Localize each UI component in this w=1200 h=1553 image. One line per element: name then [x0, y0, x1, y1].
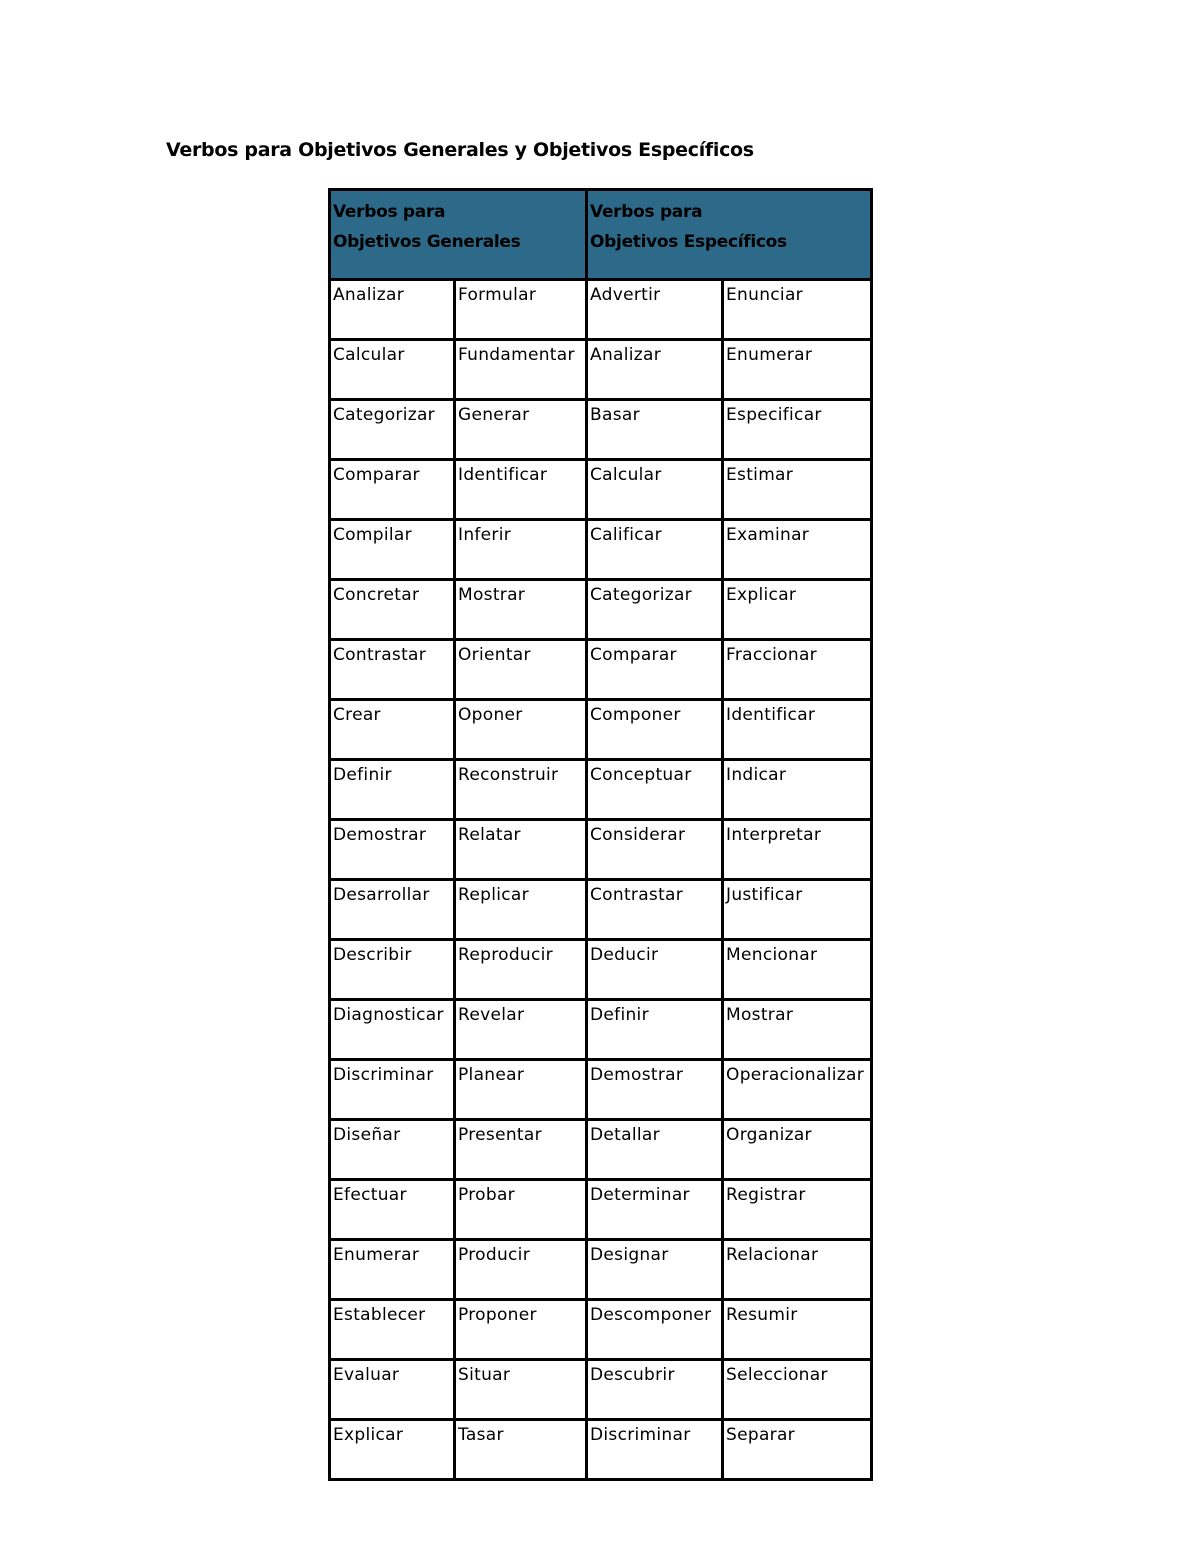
- table-cell: Advertir: [587, 280, 723, 340]
- table-cell: Diseñar: [330, 1120, 455, 1180]
- table-cell: Organizar: [723, 1120, 872, 1180]
- table-row: [330, 280, 872, 340]
- table-cell: Descomponer: [587, 1300, 723, 1360]
- table-cell: Enunciar: [723, 280, 872, 340]
- table-cell: Enumerar: [723, 340, 872, 400]
- table-cell: Revelar: [455, 1000, 587, 1060]
- table-row: [330, 1060, 872, 1120]
- table-cell: Descubrir: [587, 1360, 723, 1420]
- table-cell: Discriminar: [587, 1420, 723, 1480]
- table-row: [330, 700, 872, 760]
- table-cell: Enumerar: [330, 1240, 455, 1300]
- table-cell: Formular: [455, 280, 587, 340]
- table-cell: Categorizar: [587, 580, 723, 640]
- table-cell: Relacionar: [723, 1240, 872, 1300]
- table-cell: Describir: [330, 940, 455, 1000]
- table-cell: Compilar: [330, 520, 455, 580]
- table-cell: Considerar: [587, 820, 723, 880]
- table-row: [330, 1120, 872, 1180]
- header-line: Objetivos Generales: [333, 232, 521, 252]
- table-cell: Demostrar: [330, 820, 455, 880]
- table-cell: Examinar: [723, 520, 872, 580]
- table-row: [330, 640, 872, 700]
- table-cell: Definir: [587, 1000, 723, 1060]
- table-row: [330, 340, 872, 400]
- table-cell: Oponer: [455, 700, 587, 760]
- table-cell: Calcular: [587, 460, 723, 520]
- table-cell: Definir: [330, 760, 455, 820]
- table-cell: Indicar: [723, 760, 872, 820]
- table-cell: Calificar: [587, 520, 723, 580]
- table-cell: Fundamentar: [455, 340, 587, 400]
- table-cell: Probar: [455, 1180, 587, 1240]
- table-cell: Designar: [587, 1240, 723, 1300]
- table-row: [330, 820, 872, 880]
- table-row: [330, 400, 872, 460]
- table-cell: Crear: [330, 700, 455, 760]
- table-cell: Presentar: [455, 1120, 587, 1180]
- table-row: [330, 1360, 872, 1420]
- document-title: Verbos para Objetivos Generales y Objetivos Específicos: [166, 139, 754, 161]
- table-cell: Generar: [455, 400, 587, 460]
- table-cell: Explicar: [723, 580, 872, 640]
- table-header-row: [330, 190, 872, 280]
- table-cell: Calcular: [330, 340, 455, 400]
- table-cell: Efectuar: [330, 1180, 455, 1240]
- verbs-table: [328, 188, 873, 1481]
- table-row: [330, 940, 872, 1000]
- table-row: [330, 580, 872, 640]
- table-cell: Operacionalizar: [723, 1060, 872, 1120]
- table-cell: Mencionar: [723, 940, 872, 1000]
- table-cell: Interpretar: [723, 820, 872, 880]
- table-cell: Inferir: [455, 520, 587, 580]
- table-row: [330, 1240, 872, 1300]
- table-cell: Orientar: [455, 640, 587, 700]
- table-cell: Explicar: [330, 1420, 455, 1480]
- table-cell: Fraccionar: [723, 640, 872, 700]
- table-cell: Producir: [455, 1240, 587, 1300]
- table-cell: Diagnosticar: [330, 1000, 455, 1060]
- header-line: Verbos para: [333, 202, 446, 222]
- table-cell: Planear: [455, 1060, 587, 1120]
- table-row: [330, 1420, 872, 1480]
- table-cell: Basar: [587, 400, 723, 460]
- table-cell: Concretar: [330, 580, 455, 640]
- table-cell: Establecer: [330, 1300, 455, 1360]
- table-cell: Categorizar: [330, 400, 455, 460]
- table-cell: Separar: [723, 1420, 872, 1480]
- table-cell: Comparar: [587, 640, 723, 700]
- table-cell: Proponer: [455, 1300, 587, 1360]
- table-cell: Identificar: [723, 700, 872, 760]
- table-row: [330, 880, 872, 940]
- table-cell: Analizar: [587, 340, 723, 400]
- header-objetivos-generales: [330, 190, 587, 280]
- table-row: [330, 760, 872, 820]
- table-cell: Tasar: [455, 1420, 587, 1480]
- table-cell: Deducir: [587, 940, 723, 1000]
- table-cell: Identificar: [455, 460, 587, 520]
- table-cell: Contrastar: [330, 640, 455, 700]
- table-cell: Mostrar: [455, 580, 587, 640]
- table-cell: Mostrar: [723, 1000, 872, 1060]
- table-cell: Contrastar: [587, 880, 723, 940]
- header-line: Verbos para: [590, 202, 703, 222]
- table-row: [330, 1000, 872, 1060]
- table-row: [330, 1180, 872, 1240]
- table-cell: Resumir: [723, 1300, 872, 1360]
- table-cell: Especificar: [723, 400, 872, 460]
- table-cell: Determinar: [587, 1180, 723, 1240]
- table-cell: Estimar: [723, 460, 872, 520]
- table-cell: Reproducir: [455, 940, 587, 1000]
- table-cell: Replicar: [455, 880, 587, 940]
- table-cell: Situar: [455, 1360, 587, 1420]
- table-cell: Desarrollar: [330, 880, 455, 940]
- header-line: Objetivos Específicos: [590, 232, 787, 252]
- table-cell: Registrar: [723, 1180, 872, 1240]
- table-cell: Evaluar: [330, 1360, 455, 1420]
- header-objetivos-especificos: [587, 190, 872, 280]
- table-row: [330, 460, 872, 520]
- table-cell: Reconstruir: [455, 760, 587, 820]
- table-cell: Justificar: [723, 880, 872, 940]
- table-row: [330, 520, 872, 580]
- table-cell: Conceptuar: [587, 760, 723, 820]
- table-cell: Detallar: [587, 1120, 723, 1180]
- table-cell: Relatar: [455, 820, 587, 880]
- table-cell: Analizar: [330, 280, 455, 340]
- table-cell: Discriminar: [330, 1060, 455, 1120]
- table-row: [330, 1300, 872, 1360]
- table-cell: Componer: [587, 700, 723, 760]
- table-cell: Demostrar: [587, 1060, 723, 1120]
- table-cell: Comparar: [330, 460, 455, 520]
- table-cell: Seleccionar: [723, 1360, 872, 1420]
- table-body: [330, 280, 872, 1480]
